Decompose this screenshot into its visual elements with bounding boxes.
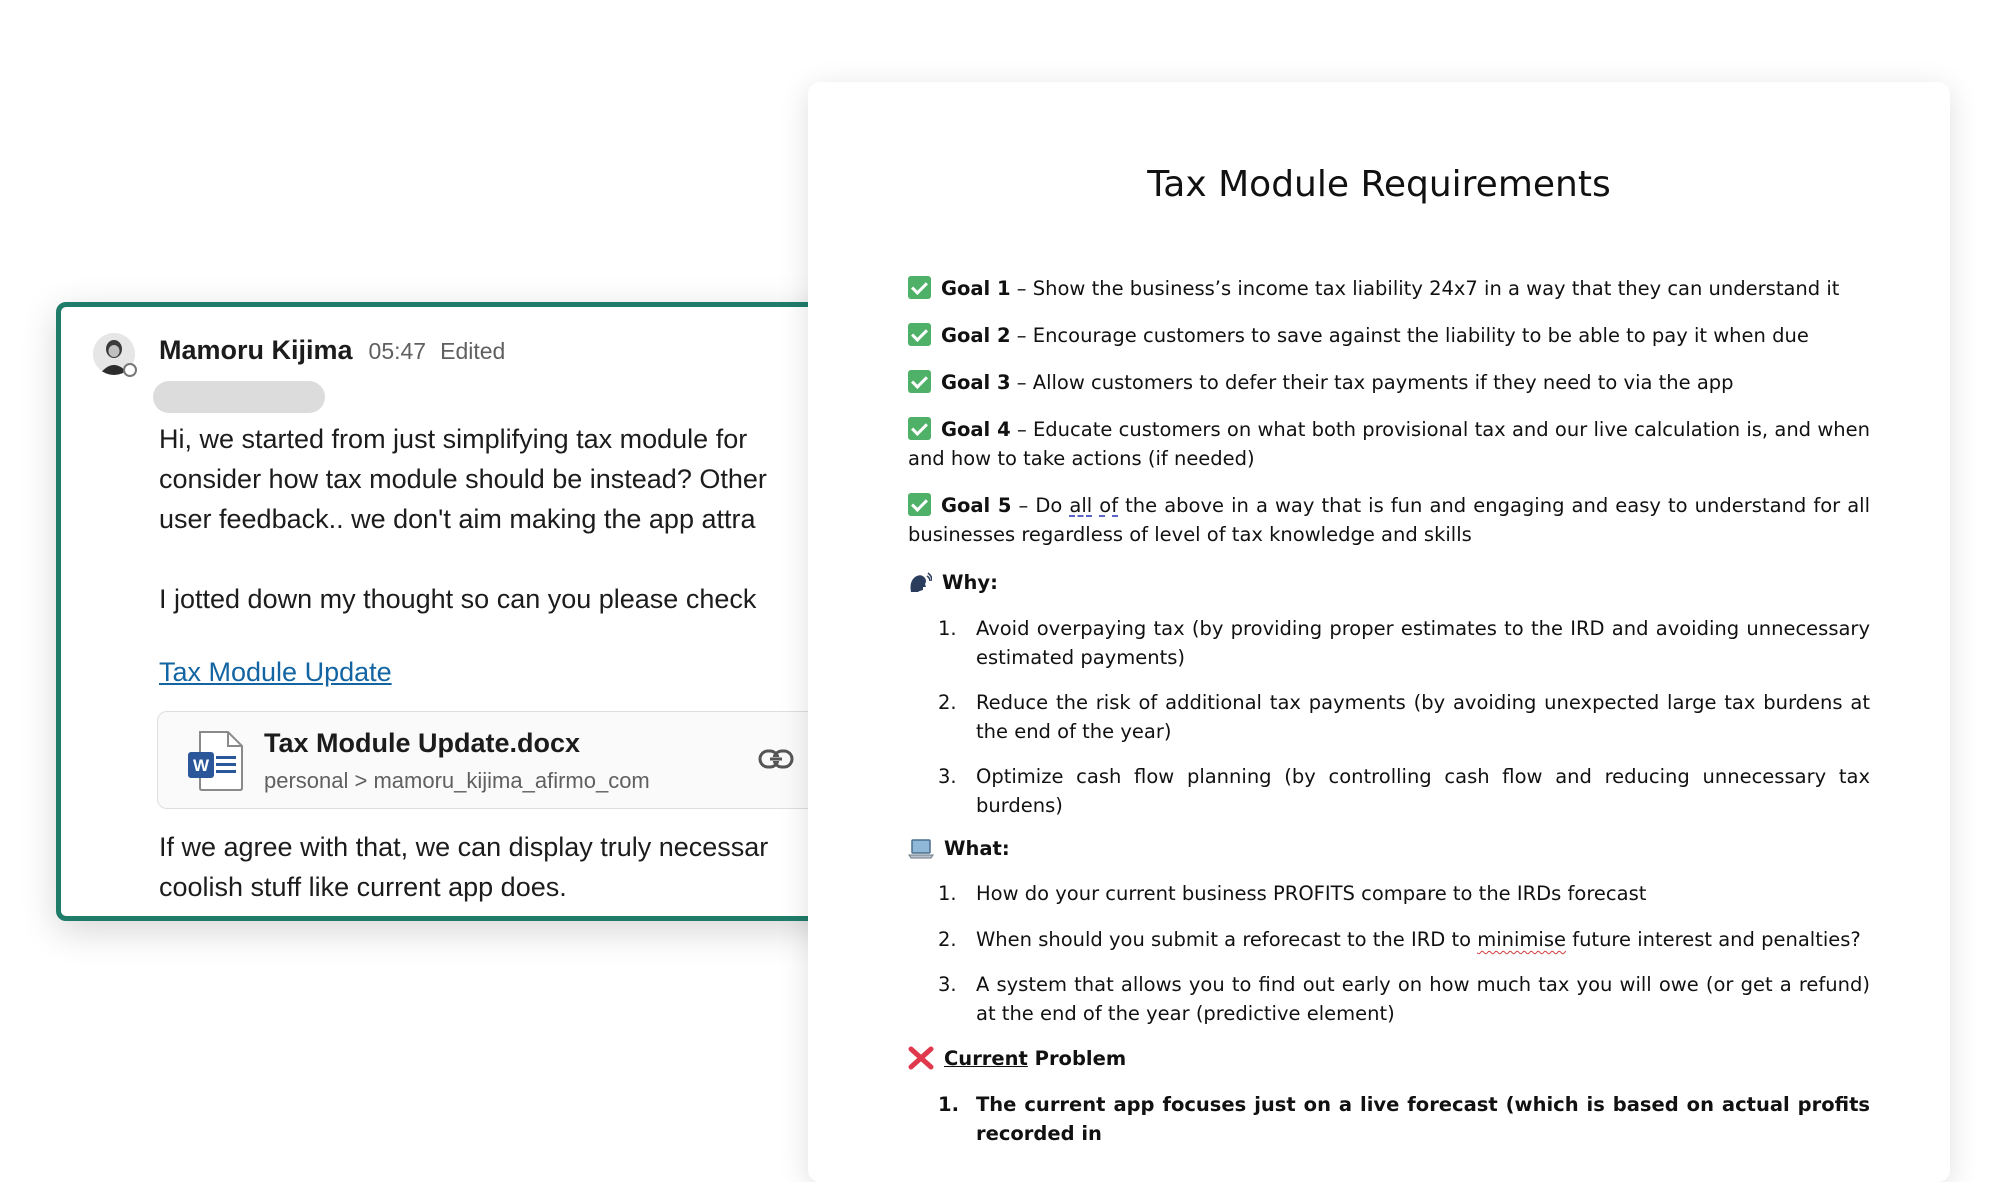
problem-heading: Current Problem bbox=[908, 1044, 1870, 1073]
goal-label: Goal 1 bbox=[941, 277, 1011, 300]
why-list-item: 3. Optimize cash flow planning (by controlling cash flow and reducing unnecessary tax burdens) bbox=[938, 765, 1870, 817]
message-body bbox=[159, 419, 767, 619]
document-link[interactable]: Tax Module Update bbox=[159, 657, 392, 687]
message-timestamp[interactable]: 05:47 bbox=[368, 338, 427, 364]
grammar-flag[interactable]: all bbox=[1069, 494, 1093, 517]
message-line: consider how tax module should be instead? Other bbox=[159, 464, 767, 494]
goal-label: Goal 4 bbox=[941, 418, 1011, 441]
goal-item bbox=[908, 368, 1870, 397]
what-list-item: 3. A system that allows you to find out early on how much tax you will owe (or get a refund) at the end of the year (predictive element) bbox=[938, 973, 1870, 1025]
problem-list-item: 1. The current app focuses just on a live forecast (which is based on actual profits recorded in bbox=[938, 1093, 1870, 1145]
word-document-icon bbox=[186, 730, 244, 792]
grammar-flag[interactable]: of bbox=[1099, 494, 1119, 517]
svg-text:W: W bbox=[192, 756, 210, 775]
edited-label: Edited bbox=[440, 338, 506, 364]
goal-text: – Do bbox=[1011, 494, 1070, 517]
why-heading: Why: bbox=[908, 568, 1870, 597]
what-list-item: 2. When should you submit a reforecast to the IRD to minimise future interest and penalties? bbox=[938, 928, 1861, 951]
message-line: If we agree with that, we can display truly necessar bbox=[159, 832, 769, 862]
message-line: Hi, we started from just simplifying tax module for bbox=[159, 424, 748, 454]
goal-label: Goal 3 bbox=[941, 371, 1011, 394]
laptop-icon bbox=[908, 838, 934, 860]
check-mark-button-icon bbox=[908, 370, 931, 393]
document-title: Tax Module Requirements bbox=[1147, 164, 1611, 205]
spelling-flag[interactable]: minimise bbox=[1477, 928, 1566, 951]
author-name[interactable]: Mamoru Kijima bbox=[159, 335, 353, 365]
what-heading: What: bbox=[908, 834, 1870, 863]
message-line: user feedback.. we don't aim making the app attra bbox=[159, 504, 756, 534]
document-page[interactable] bbox=[808, 82, 1950, 1182]
goal-text: – Encourage customers to save against the liability to be able to pay it when due bbox=[1010, 324, 1809, 347]
what-list-item: 1. How do your current business PROFITS compare to the IRDs forecast bbox=[938, 882, 1647, 905]
check-mark-button-icon bbox=[908, 493, 931, 516]
goal-item bbox=[908, 491, 1870, 549]
message-header bbox=[159, 335, 505, 375]
check-mark-button-icon bbox=[908, 276, 931, 299]
why-list-item: 2. Reduce the risk of additional tax payments (by avoiding unexpected large tax burdens at the end of the year) bbox=[938, 691, 1870, 743]
cross-mark-icon bbox=[908, 1046, 934, 1070]
check-mark-button-icon bbox=[908, 417, 931, 440]
file-name[interactable]: Tax Module Update.docx bbox=[264, 728, 581, 758]
message-line: I jotted down my thought so can you please check bbox=[159, 584, 757, 614]
link-icon[interactable] bbox=[758, 746, 794, 772]
goal-item bbox=[908, 415, 1870, 473]
goal-text: – Educate customers on what both provisional tax and our live calculation is, and when and how to take actions (if needed) bbox=[908, 418, 1870, 470]
presence-status-icon bbox=[123, 363, 137, 377]
goal-text: the above in a way that is fun and engaging and easy to understand for all businesses regardless of level of tax knowledge and skills bbox=[908, 494, 1870, 546]
speaking-head-icon bbox=[908, 572, 932, 594]
redacted-mention bbox=[153, 381, 325, 413]
goal-text: – Allow customers to defer their tax payments if they need to via the app bbox=[1010, 371, 1734, 394]
why-list-item: 1. Avoid overpaying tax (by providing proper estimates to the IRD and avoiding unnecessary estimated payments) bbox=[938, 617, 1870, 669]
goal-text: – Show the business’s income tax liability 24x7 in a way that they can understand it bbox=[1010, 277, 1840, 300]
goal-label: Goal 2 bbox=[941, 324, 1011, 347]
message-line: coolish stuff like current app does. bbox=[159, 872, 567, 902]
goal-item bbox=[908, 274, 1870, 303]
check-mark-button-icon bbox=[908, 323, 931, 346]
file-path: personal > mamoru_kijima_afirmo_com bbox=[264, 768, 650, 793]
message-body-closing bbox=[159, 827, 768, 907]
goal-item bbox=[908, 321, 1870, 350]
goal-label: Goal 5 bbox=[941, 494, 1012, 517]
